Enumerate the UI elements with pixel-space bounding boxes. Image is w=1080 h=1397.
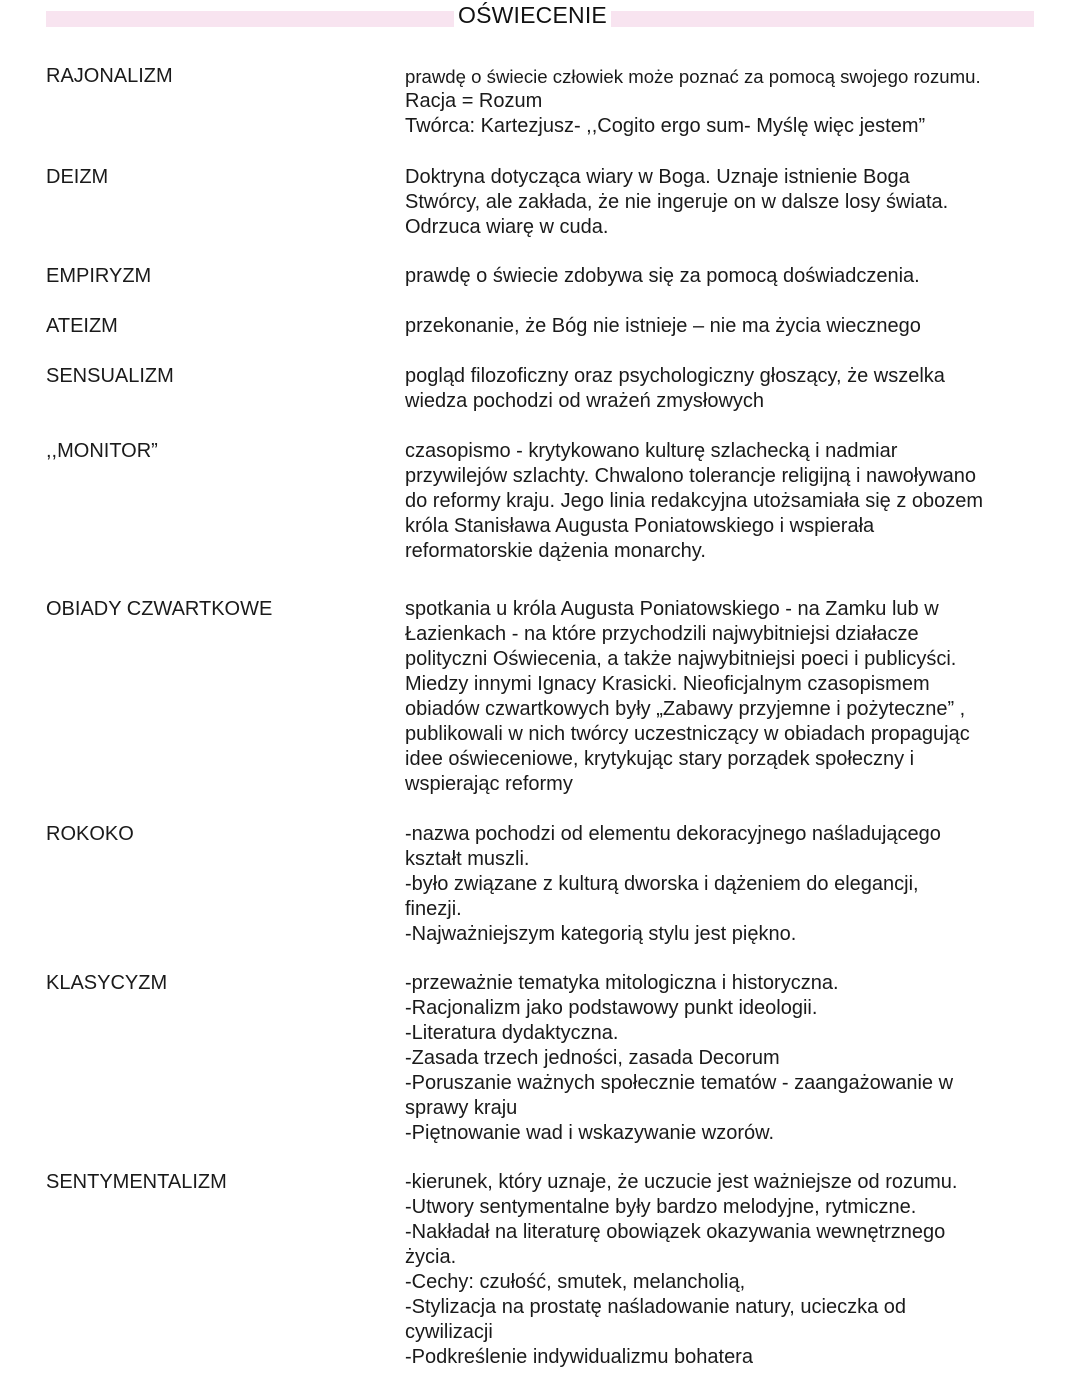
description-line: -kierunek, który uznaje, że uczucie jest ważniejsze od rozumu. — [405, 1171, 958, 1193]
entry-description — [405, 439, 1041, 564]
description-line: publikowali w nich twórcy uczestniczący w obiadach propagując — [405, 723, 970, 745]
description-line: -Nakładał na literaturę obowiązek okazywania wewnętrznego — [405, 1221, 946, 1243]
description-line: sprawy kraju — [405, 1097, 518, 1119]
entry-term: RAJONALIZM — [46, 65, 173, 87]
description-line: -Podkreślenie indywidualizmu bohatera — [405, 1346, 753, 1368]
entry-term: KLASYCYZM — [46, 972, 168, 994]
entry-term: EMPIRYZM — [46, 265, 152, 287]
description-line: -Stylizacja na prostatę naśladowanie natury, ucieczka od — [405, 1296, 907, 1318]
entry-term: OBIADY CZWARTKOWE — [46, 598, 273, 620]
description-line: wiedza pochodzi od wrażeń zmysłowych — [405, 390, 765, 412]
description-line: -przeważnie tematyka mitologiczna i historyczna. — [405, 972, 839, 994]
description-line: -było związane z kulturą dworska i dążeniem do elegancji, — [405, 873, 919, 895]
description-line: cywilizacji — [405, 1321, 493, 1343]
description-line: -nazwa pochodzi od elementu dekoracyjnego naśladującego — [405, 823, 941, 845]
entry-description — [405, 1170, 1041, 1370]
description-line: Łazienkach - na które przychodzili najwybitniejsi działacze — [405, 623, 919, 645]
description-line: pogląd filozoficzny oraz psychologiczny głoszący, że wszelka — [405, 365, 945, 387]
description-line: Doktryna dotycząca wiary w Boga. Uznaje istnienie Boga — [405, 166, 910, 188]
description-line: -Cechy: czułość, smutek, melancholią, — [405, 1271, 746, 1293]
description-line: idee oświeceniowe, krytykując stary porządek społeczny i — [405, 748, 915, 770]
description-line: -Literatura dydaktyczna. — [405, 1022, 619, 1044]
description-line: przekonanie, że Bóg nie istnieje – nie ma życia wiecznego — [405, 315, 921, 337]
entry-description — [405, 971, 1041, 1146]
description-line: -Racjonalizm jako podstawowy punkt ideologii. — [405, 997, 818, 1019]
description-line: Miedzy innymi Ignacy Krasicki. Nieoficjalnym czasopismem — [405, 673, 930, 695]
description-line: -Poruszanie ważnych społecznie tematów - zaangażowanie w — [405, 1072, 954, 1094]
entry-term: DEIZM — [46, 166, 109, 188]
description-line: Racja = Rozum — [405, 90, 543, 112]
description-line: -Zasada trzech jedności, zasada Decorum — [405, 1047, 780, 1069]
description-line: Odrzuca wiarę w cuda. — [405, 216, 609, 238]
entry-description — [405, 314, 1041, 339]
entry-term: ROKOKO — [46, 823, 134, 845]
description-line: spotkania u króla Augusta Poniatowskiego - na Zamku lub w — [405, 598, 939, 620]
description-line: -Najważniejszym kategorią stylu jest piękno. — [405, 923, 797, 945]
description-line: życia. — [405, 1246, 457, 1268]
description-line: -Piętnowanie wad i wskazywanie wzorów. — [405, 1122, 775, 1144]
description-line: reformatorskie dążenia monarchy. — [405, 540, 706, 562]
description-line: przywilejów szlachty. Chwalono tolerancje religijną i nawoływano — [405, 465, 977, 487]
description-line: czasopismo - krytykowano kulturę szlachecką i nadmiar — [405, 440, 898, 462]
entry-term: ,,MONITOR” — [46, 440, 158, 462]
description-line: Stwórcy, ale zakłada, że nie ingeruje on w dalsze losy świata. — [405, 191, 949, 213]
description-line: polityczni Oświecenia, a także najwybitniejsi poeci i publicyści. — [405, 648, 957, 670]
description-line: do reformy kraju. Jego linia redakcyjna utożsamiała się z obozem — [405, 490, 984, 512]
entry-term: SENTYMENTALIZM — [46, 1171, 227, 1193]
description-line: kształt muszli. — [405, 848, 530, 870]
entry-description — [405, 822, 1041, 947]
entry-description — [405, 597, 1041, 797]
entry-term: ATEIZM — [46, 315, 118, 337]
entry-description — [405, 64, 1041, 139]
description-line: prawdę o świecie człowiek może poznać za pomocą swojego rozumu. — [405, 66, 981, 87]
description-line: wspierając reformy — [405, 773, 573, 795]
description-line: finezji. — [405, 898, 462, 920]
description-line: Twórca: Kartezjusz- ,,Cogito ergo sum- Myślę więc jestem” — [405, 115, 926, 137]
description-line: -Utwory sentymentalne były bardzo melodyjne, rytmiczne. — [405, 1196, 917, 1218]
description-line: obiadów czwartkowych były „Zabawy przyjemne i pożyteczne” , — [405, 698, 966, 720]
description-line: prawdę o świecie zdobywa się za pomocą doświadczenia. — [405, 265, 920, 287]
entry-description — [405, 165, 1041, 240]
entry-term: SENSUALIZM — [46, 365, 174, 387]
description-line: króla Stanisława Augusta Poniatowskiego i wspierała — [405, 515, 875, 537]
entry-description — [405, 264, 1041, 289]
page-title: OŚWIECENIE — [454, 0, 611, 30]
entry-description — [405, 364, 1041, 414]
